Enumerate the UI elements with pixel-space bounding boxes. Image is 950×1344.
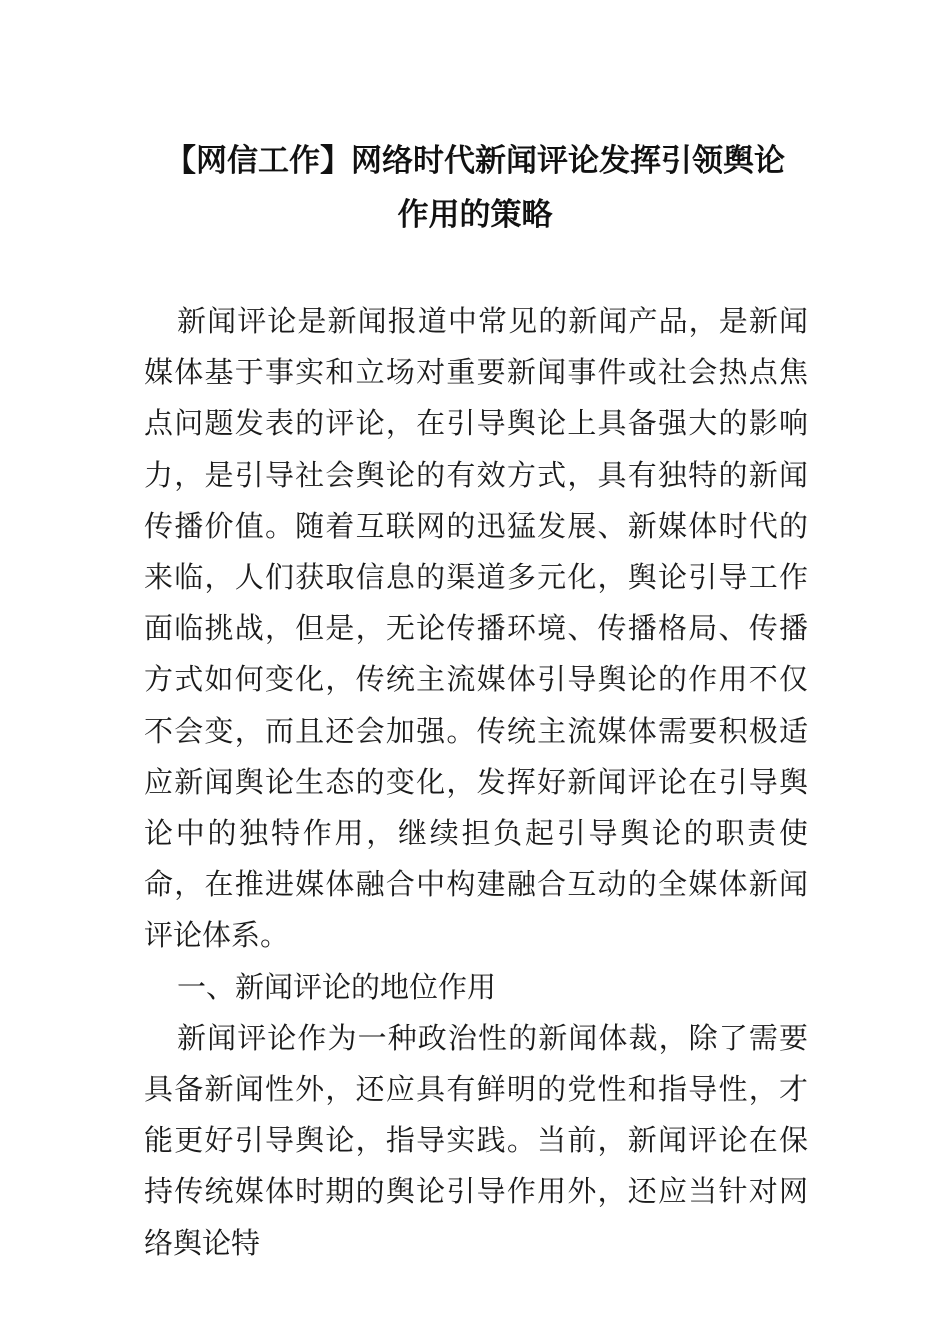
title-line-2: 作用的策略	[397, 197, 553, 233]
section-heading: 一、新闻评论的地位作用	[177, 969, 497, 1004]
paragraph-section1: 新闻评论作为一种政治性的新闻体裁，除了需要具备新闻性外，还应具有鲜明的党性和指导性，才能更好引导舆论，指导实践。当前，新闻评论在保持传统媒体时期的舆论引导作用外，还应当针对网络舆论特	[144, 1020, 808, 1260]
document-body	[144, 296, 808, 1269]
title-line-1: 【网信工作】网络时代新闻评论发挥引领舆论	[165, 143, 785, 179]
paragraph-intro: 新闻评论是新闻报道中常见的新闻产品，是新闻媒体基于事实和立场对重要新闻事件或社会热点焦点问题发表的评论，在引导舆论上具备强大的影响力，是引导社会舆论的有效方式，具有独特的新闻传播价值。随着互联网的迅猛发展、新媒体时代的来临，人们获取信息的渠道多元化，舆论引导工作面临挑战，但是，无论传播环境、传播格局、传播方式如何变化，传统主流媒体引导舆论的作用不仅不会变，而且还会加强。传统主流媒体需要积极适应新闻舆论生态的变化，发挥好新闻评论在引导舆论中的独特作用，继续担负起引导舆论的职责使命，在推进媒体融合中构建融合互动的全媒体新闻评论体系。	[144, 304, 808, 953]
document-title	[140, 134, 810, 242]
